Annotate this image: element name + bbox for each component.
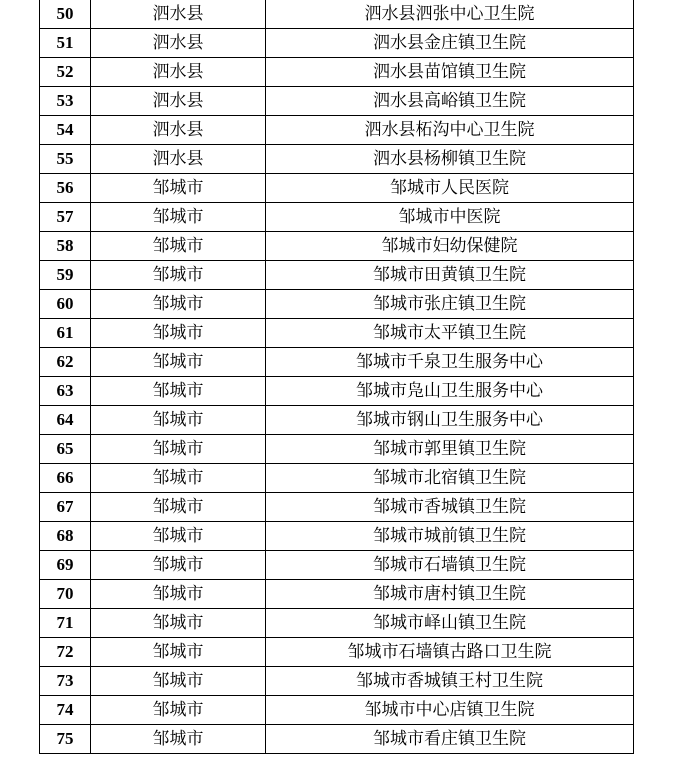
row-number: 51: [40, 29, 91, 58]
hospital-name-cell: 邹城市张庄镇卫生院: [266, 290, 634, 319]
table-row: [40, 319, 634, 348]
row-number: 61: [40, 319, 91, 348]
county-cell: 邹城市: [91, 261, 266, 290]
county-cell: 邹城市: [91, 406, 266, 435]
hospital-name-cell: 泗水县泗张中心卫生院: [266, 0, 634, 29]
table-row: [40, 435, 634, 464]
county-cell: 邹城市: [91, 464, 266, 493]
row-number: 63: [40, 377, 91, 406]
table-row: [40, 232, 634, 261]
county-cell: 邹城市: [91, 435, 266, 464]
table-row: [40, 464, 634, 493]
hospital-list-sheet: [39, 0, 633, 754]
table-row: [40, 87, 634, 116]
hospital-name-cell: 邹城市中医院: [266, 203, 634, 232]
row-number: 56: [40, 174, 91, 203]
table-row: [40, 377, 634, 406]
row-number: 59: [40, 261, 91, 290]
hospital-name-cell: 邹城市钢山卫生服务中心: [266, 406, 634, 435]
table-row: [40, 0, 634, 29]
county-cell: 泗水县: [91, 0, 266, 29]
county-cell: 泗水县: [91, 145, 266, 174]
table-row: [40, 696, 634, 725]
row-number: 64: [40, 406, 91, 435]
row-number: 70: [40, 580, 91, 609]
row-number: 72: [40, 638, 91, 667]
row-number: 62: [40, 348, 91, 377]
row-number: 66: [40, 464, 91, 493]
county-cell: 邹城市: [91, 493, 266, 522]
hospital-name-cell: 邹城市凫山卫生服务中心: [266, 377, 634, 406]
table-row: [40, 116, 634, 145]
hospital-name-cell: 邹城市人民医院: [266, 174, 634, 203]
county-cell: 邹城市: [91, 377, 266, 406]
table-row: [40, 725, 634, 754]
county-cell: 泗水县: [91, 29, 266, 58]
hospital-name-cell: 泗水县高峪镇卫生院: [266, 87, 634, 116]
table-row: [40, 551, 634, 580]
row-number: 68: [40, 522, 91, 551]
hospital-name-cell: 邹城市郭里镇卫生院: [266, 435, 634, 464]
table-row: [40, 261, 634, 290]
row-number: 57: [40, 203, 91, 232]
hospital-name-cell: 泗水县金庄镇卫生院: [266, 29, 634, 58]
row-number: 75: [40, 725, 91, 754]
table-row: [40, 609, 634, 638]
county-cell: 邹城市: [91, 638, 266, 667]
county-cell: 邹城市: [91, 696, 266, 725]
county-cell: 邹城市: [91, 725, 266, 754]
hospital-table: [39, 0, 634, 754]
hospital-name-cell: 泗水县杨柳镇卫生院: [266, 145, 634, 174]
table-row: [40, 493, 634, 522]
row-number: 67: [40, 493, 91, 522]
table-body: [40, 0, 634, 754]
row-number: 50: [40, 0, 91, 29]
table-row: [40, 638, 634, 667]
hospital-name-cell: 泗水县柘沟中心卫生院: [266, 116, 634, 145]
hospital-name-cell: 邹城市妇幼保健院: [266, 232, 634, 261]
county-cell: 邹城市: [91, 580, 266, 609]
county-cell: 泗水县: [91, 87, 266, 116]
county-cell: 邹城市: [91, 174, 266, 203]
county-cell: 邹城市: [91, 522, 266, 551]
row-number: 54: [40, 116, 91, 145]
row-number: 53: [40, 87, 91, 116]
table-row: [40, 29, 634, 58]
row-number: 69: [40, 551, 91, 580]
table-row: [40, 145, 634, 174]
county-cell: 邹城市: [91, 290, 266, 319]
county-cell: 邹城市: [91, 232, 266, 261]
hospital-name-cell: 邹城市太平镇卫生院: [266, 319, 634, 348]
table-row: [40, 203, 634, 232]
hospital-name-cell: 邹城市中心店镇卫生院: [266, 696, 634, 725]
hospital-name-cell: 邹城市北宿镇卫生院: [266, 464, 634, 493]
row-number: 74: [40, 696, 91, 725]
county-cell: 泗水县: [91, 116, 266, 145]
table-row: [40, 667, 634, 696]
table-row: [40, 522, 634, 551]
county-cell: 邹城市: [91, 609, 266, 638]
row-number: 65: [40, 435, 91, 464]
table-row: [40, 348, 634, 377]
hospital-name-cell: 邹城市城前镇卫生院: [266, 522, 634, 551]
hospital-name-cell: 邹城市香城镇王村卫生院: [266, 667, 634, 696]
hospital-name-cell: 邹城市峄山镇卫生院: [266, 609, 634, 638]
row-number: 71: [40, 609, 91, 638]
row-number: 52: [40, 58, 91, 87]
table-row: [40, 580, 634, 609]
county-cell: 邹城市: [91, 348, 266, 377]
hospital-name-cell: 泗水县苗馆镇卫生院: [266, 58, 634, 87]
hospital-name-cell: 邹城市唐村镇卫生院: [266, 580, 634, 609]
hospital-name-cell: 邹城市千泉卫生服务中心: [266, 348, 634, 377]
county-cell: 泗水县: [91, 58, 266, 87]
hospital-name-cell: 邹城市田黄镇卫生院: [266, 261, 634, 290]
county-cell: 邹城市: [91, 203, 266, 232]
hospital-name-cell: 邹城市香城镇卫生院: [266, 493, 634, 522]
row-number: 73: [40, 667, 91, 696]
hospital-name-cell: 邹城市石墙镇古路口卫生院: [266, 638, 634, 667]
hospital-name-cell: 邹城市石墙镇卫生院: [266, 551, 634, 580]
row-number: 60: [40, 290, 91, 319]
row-number: 58: [40, 232, 91, 261]
county-cell: 邹城市: [91, 667, 266, 696]
table-row: [40, 290, 634, 319]
table-row: [40, 174, 634, 203]
hospital-name-cell: 邹城市看庄镇卫生院: [266, 725, 634, 754]
table-row: [40, 58, 634, 87]
county-cell: 邹城市: [91, 319, 266, 348]
county-cell: 邹城市: [91, 551, 266, 580]
row-number: 55: [40, 145, 91, 174]
table-row: [40, 406, 634, 435]
